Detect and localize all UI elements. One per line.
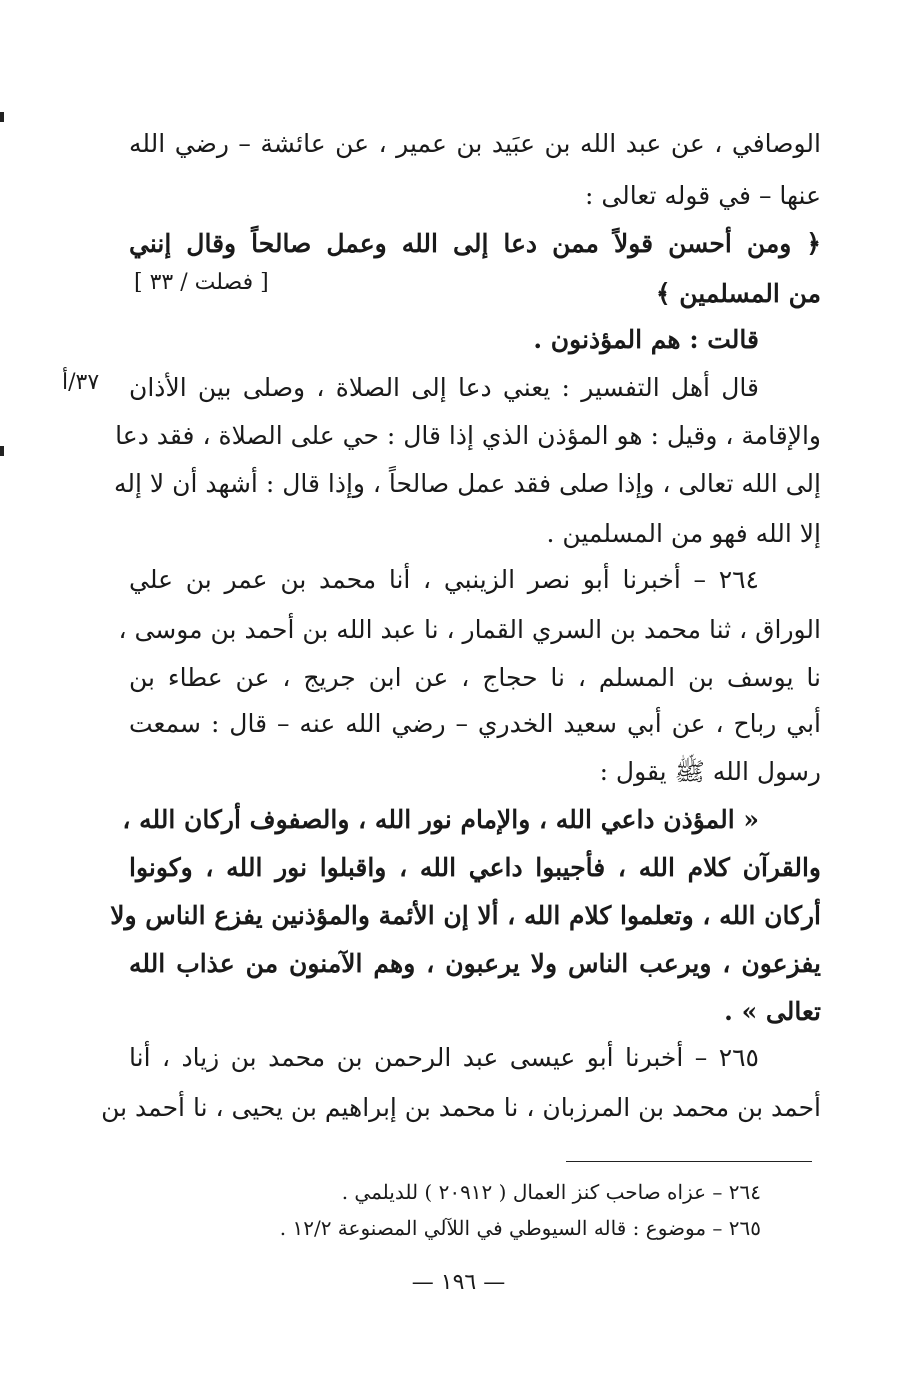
text-line: ٢٦٥ – أخبرنا أبو عيسى عبد الرحمن بن محمد بن زياد ، أنا	[129, 1043, 759, 1072]
text-line: أحمد بن محمد بن المرزبان ، نا محمد بن إبراهيم بن يحيى ، نا أحمد بن	[101, 1093, 821, 1122]
text-line: عنها – في قوله تعالى :	[584, 181, 821, 210]
text-line: أبي رباح ، عن أبي سعيد الخدري – رضي الله عنه – قال : سمعت	[129, 709, 821, 738]
text-line: والقرآن كلام الله ، فأجيبوا داعي الله ، واقبلوا نور الله ، وكونوا	[129, 853, 821, 882]
page-number: — ١٩٦ —	[411, 1270, 506, 1295]
manuscript-folio-note: ٣٧/أ	[62, 370, 100, 395]
scan-mark	[0, 112, 4, 122]
text-line: من المسلمين ﴾	[655, 279, 821, 308]
footnote-264: ٢٦٤ – عزاه صاحب كنز العمال ( ٢٠٩١٢ ) للديلمي .	[341, 1180, 761, 1204]
text-line: رسول الله ﷺ يقول :	[599, 757, 821, 786]
text-line: الوراق ، ثنا محمد بن السري القمار ، نا عبد الله بن أحمد بن موسى ،	[118, 615, 821, 644]
text-line: نا يوسف بن المسلم ، نا حجاج ، عن ابن جريج ، عن عطاء بن	[129, 663, 821, 692]
text-line: الوصافي ، عن عبد الله بن عبَيد بن عمير ، عن عائشة – رضي الله	[129, 129, 821, 158]
scan-mark	[0, 446, 4, 456]
text-line: والإقامة ، وقيل : هو المؤذن الذي إذا قال : حي على الصلاة ، فقد دعا	[115, 421, 821, 450]
text-line: إلا الله فهو من المسلمين .	[546, 519, 821, 548]
footnote-divider	[566, 1161, 812, 1162]
text-line: قالت : هم المؤذنون .	[533, 325, 759, 354]
footnote-265: ٢٦٥ – موضوع : قاله السيوطي في اللآلي المصنوعة ١٢/٢ .	[279, 1216, 761, 1240]
quran-citation: [ فصلت / ٣٣ ]	[134, 270, 269, 295]
text-line: قال أهل التفسير : يعني دعا إلى الصلاة ، وصلى بين الأذان	[129, 373, 759, 402]
text-line: « المؤذن داعي الله ، والإمام نور الله ، والصفوف أركان الله ،	[122, 805, 759, 834]
text-line: تعالى » .	[724, 997, 821, 1026]
text-line: ﴿ ومن أحسن قولاً ممن دعا إلى الله وعمل صالحاً وقال إنني	[129, 229, 821, 258]
text-line: إلى الله تعالى ، وإذا صلى فقد عمل صالحاً ، وإذا قال : أشهد أن لا إله	[113, 469, 821, 498]
text-line: ٢٦٤ – أخبرنا أبو نصر الزينبي ، أنا محمد بن عمر بن علي	[129, 565, 759, 594]
text-line: أركان الله ، وتعلموا كلام الله ، ألا إن الأئمة والمؤذنين يفزع الناس ولا	[110, 901, 821, 930]
text-line: يفزعون ، ويرعب الناس ولا يرعبون ، وهم الآمنون من عذاب الله	[129, 949, 821, 978]
